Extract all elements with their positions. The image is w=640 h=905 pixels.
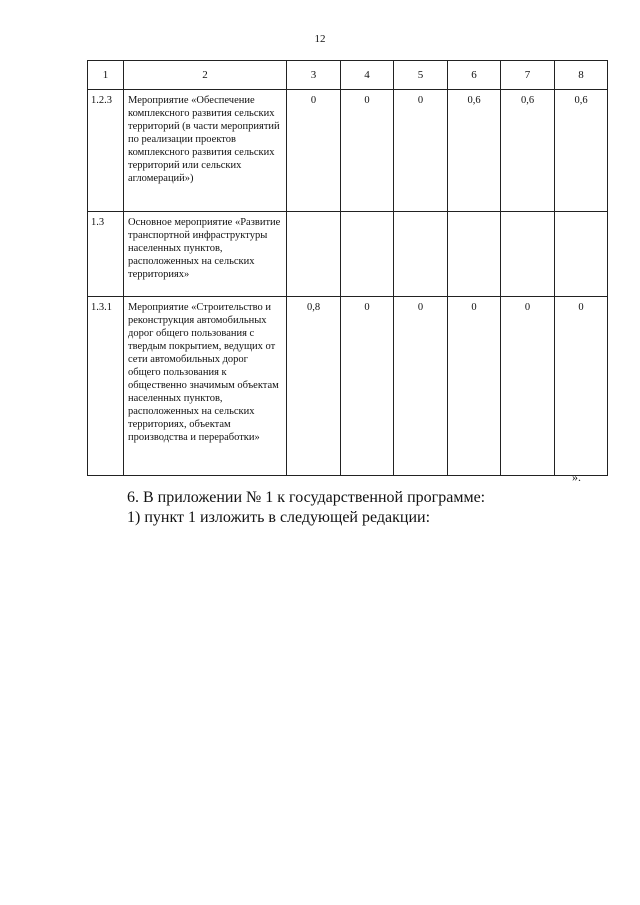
table-row <box>88 90 608 212</box>
table-header-cell: 8 <box>555 61 608 90</box>
row-value <box>448 212 501 297</box>
row-value <box>555 212 608 297</box>
closing-quote: ». <box>572 470 581 484</box>
row-value: 0 <box>448 297 501 476</box>
row-name: Мероприятие «Обеспечение комплексного развития сельских территорий (в части мероприятий по реализации проектов комплексного развития сельских территорий или сельских агломераций») <box>124 90 287 212</box>
paragraph-appendix: 6. В приложении № 1 к государственной программе: <box>127 489 486 506</box>
row-value <box>287 212 341 297</box>
row-value: 0 <box>394 297 448 476</box>
row-value <box>341 212 394 297</box>
row-number: 1.2.3 <box>88 90 124 212</box>
row-value: 0 <box>555 297 608 476</box>
row-name: Основное мероприятие «Развитие транспортной инфраструктуры населенных пунктов, расположенных на сельских территориях» <box>124 212 287 297</box>
page-number: 12 <box>314 33 326 45</box>
program-table <box>87 60 608 476</box>
table-header-cell: 5 <box>394 61 448 90</box>
row-value: 0 <box>341 90 394 212</box>
table-row <box>88 212 608 297</box>
row-value: 0 <box>287 90 341 212</box>
table-header-cell: 3 <box>287 61 341 90</box>
row-value: 0,8 <box>287 297 341 476</box>
row-value: 0 <box>341 297 394 476</box>
table-header-cell: 4 <box>341 61 394 90</box>
row-value <box>501 212 555 297</box>
row-number: 1.3.1 <box>88 297 124 476</box>
table-header-row <box>88 61 608 90</box>
row-value: 0 <box>501 297 555 476</box>
row-name: Мероприятие «Строительство и реконструкция автомобильных дорог общего пользования с твердым покрытием, ведущих от сети автомобильных дорог общего пользования к общественно значимым объектам населенных пунктов, расположенных на сельских территориях, объектам производства и переработки» <box>124 297 287 476</box>
table-row <box>88 297 608 476</box>
row-value: 0,6 <box>501 90 555 212</box>
table-header-cell: 6 <box>448 61 501 90</box>
row-number: 1.3 <box>88 212 124 297</box>
table-header-cell: 7 <box>501 61 555 90</box>
row-value <box>394 212 448 297</box>
table-header-cell: 1 <box>88 61 124 90</box>
paragraph-item: 1) пункт 1 изложить в следующей редакции: <box>127 509 431 526</box>
row-value: 0,6 <box>448 90 501 212</box>
table-header-cell: 2 <box>124 61 287 90</box>
row-value: 0 <box>394 90 448 212</box>
row-value: 0,6 <box>555 90 608 212</box>
